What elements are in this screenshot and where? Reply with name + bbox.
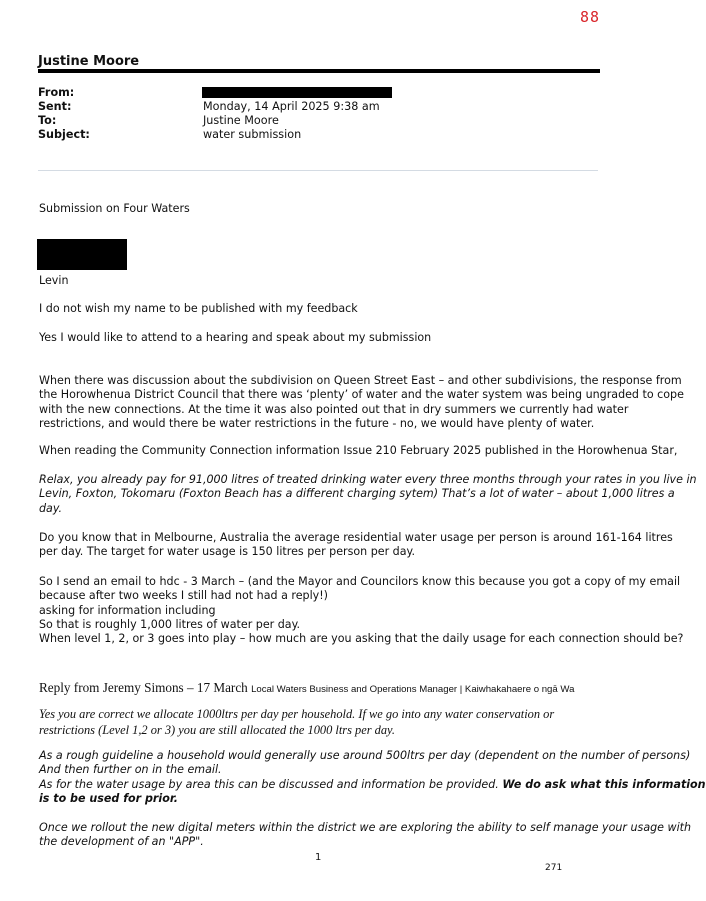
paragraph-subdivision: When there was discussion about the subdivision on Queen Street East – and other subdivisions, the response from the Horowhenua District Council that there was ‘plenty’ of water and the water system was being ungraded to cope with the new connections. At the time it was also pointed out that in dry summers we currently had water restrictions, and would there be water restrictions in the future - no, we would have plenty of water. — [39, 374, 684, 430]
sent-label: Sent: — [38, 100, 72, 113]
from-label: From: — [38, 86, 75, 99]
page-number-footer: 271 — [545, 863, 563, 873]
quote-star-article: Relax, you already pay for 91,000 litres of treated drinking water every three months through your rates in you live in Levin, Foxton, Tokomaru (Foxton Beach has a different charging sytem) That’s a lot of water – about 1,000 litres a day. — [39, 473, 697, 515]
subject-label: Subject: — [38, 128, 90, 141]
reply-heading: Reply from Jeremy Simons – 17 March Local Waters Business and Operations Manager | Kaiwhakahaere o ngā Wa — [39, 680, 575, 695]
page-number-top: 88 — [580, 8, 601, 26]
header-rule — [38, 69, 600, 73]
reply-allocation: Yes you are correct we allocate 1000ltrs per day per household. If we go into any water conservation or restrictions (Level 1,2 or 3) you are still allocated the 1000 ltrs per day. — [39, 707, 555, 737]
to-value: Justine Moore — [203, 114, 279, 127]
sent-value: Monday, 14 April 2025 9:38 am — [203, 100, 380, 113]
reply-role: Local Waters Business and Operations Manager | Kaiwhakahaere o ngā Wa — [251, 684, 575, 695]
paragraph-melbourne: Do you know that in Melbourne, Australia the average residential water usage per person is around 161-164 litres per day. The target for water usage is 150 litres per person per day. — [39, 531, 673, 559]
hearing-statement: Yes I would like to attend to a hearing and speak about my submission — [39, 331, 432, 344]
location: Levin — [39, 274, 69, 287]
reply-guideline: As a rough guideline a household would generally use around 500ltrs per day (dependent on the number of persons) And then further on in the email. As for the water usage by area this can be discussed and information be provided. We do ask what this information is to be used for prior. — [39, 749, 706, 805]
no-publish-statement: I do not wish my name to be published with my feedback — [39, 302, 358, 315]
subject-value: water submission — [203, 128, 302, 141]
reply-digital-meters: Once we rollout the new digital meters within the district we are exploring the ability to self manage your usage with the development of an "APP". — [39, 821, 692, 849]
submission-title: Submission on Four Waters — [39, 202, 190, 215]
paragraph-community-connection: When reading the Community Connection information Issue 210 February 2025 published in the Horowhenua Star, — [39, 444, 678, 457]
header-separator — [38, 170, 598, 171]
mailbox-owner-name: Justine Moore — [38, 54, 140, 69]
page-number-center: 1 — [315, 852, 322, 863]
bold-question: We do ask what this information — [502, 777, 706, 791]
redacted-name-block — [37, 239, 127, 270]
to-label: To: — [38, 114, 57, 127]
redacted-sender — [202, 87, 392, 98]
paragraph-email: So I send an email to hdc - 3 March – (and the Mayor and Councilors know this because you got a copy of my email because after two weeks I still had not had a reply!) asking for information including So that is roughly 1,000 litres of water per day. When level 1, 2, or 3 goes into play – how much are you asking that the daily usage for each connection should be? — [39, 575, 684, 646]
